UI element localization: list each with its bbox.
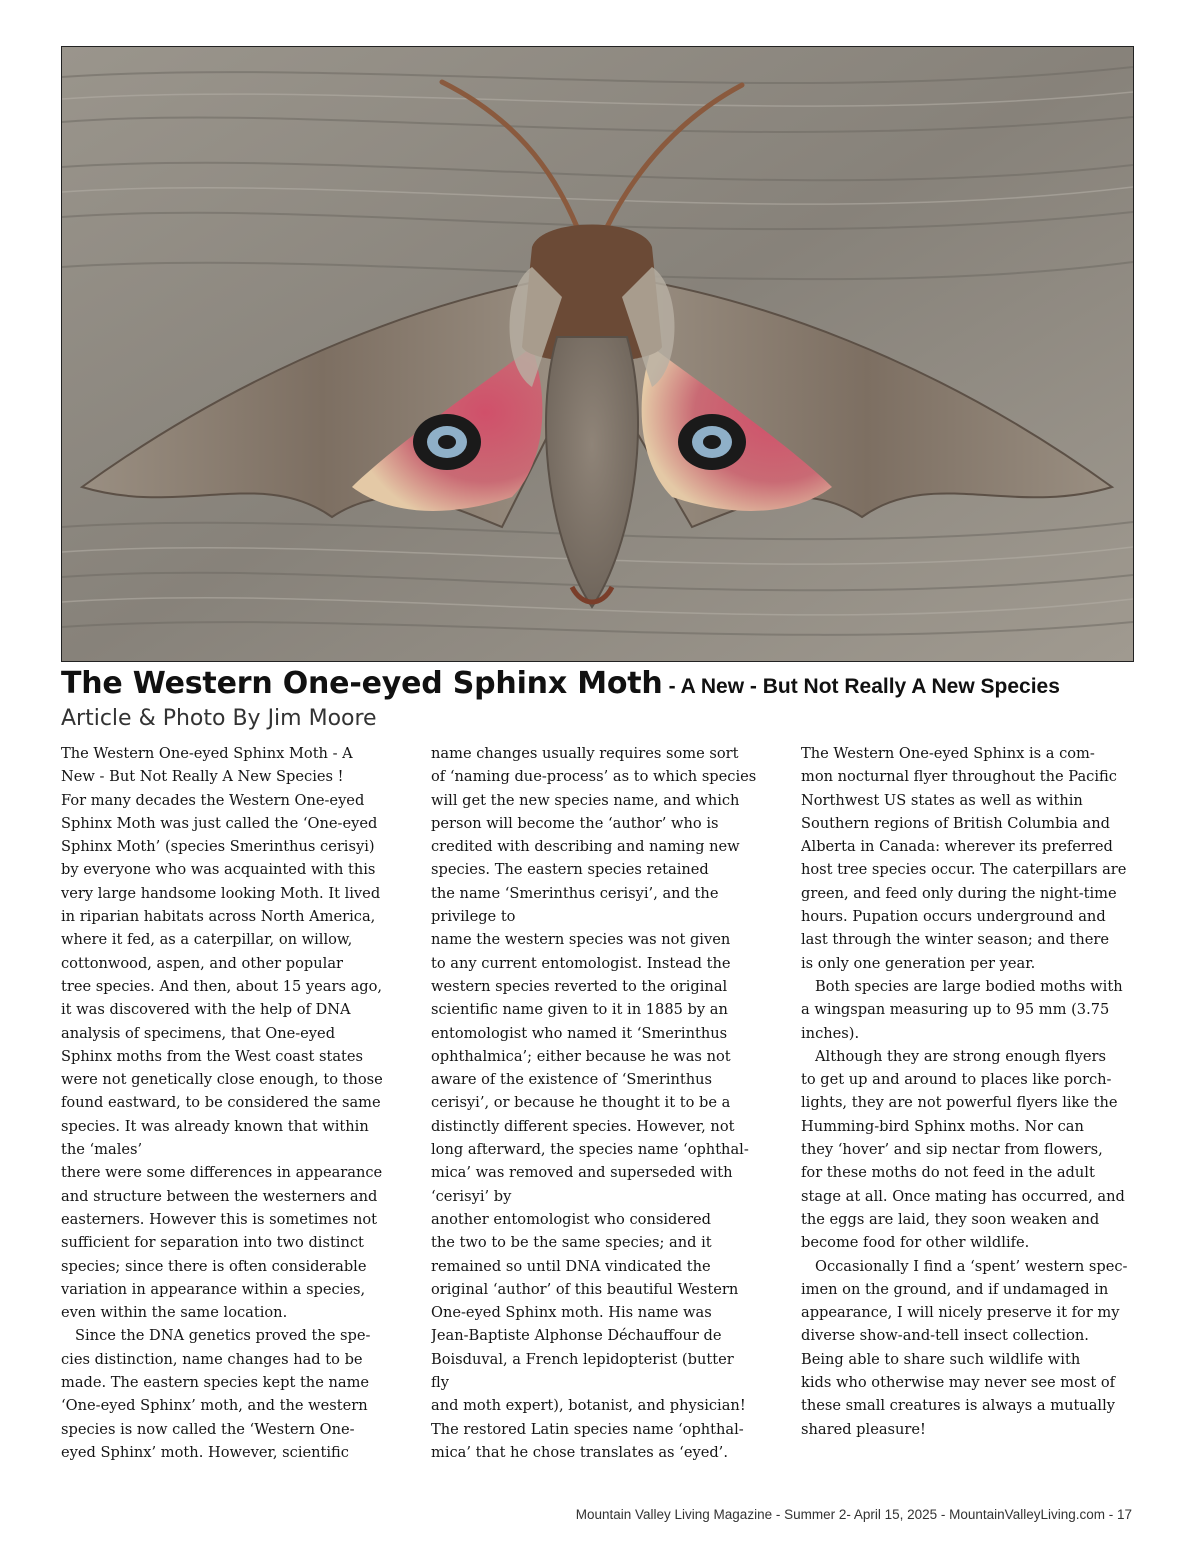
text-column-1 <box>61 742 413 1462</box>
article-subtitle: - A New - But Not Really A New Species <box>668 675 1060 698</box>
text-column-2 <box>431 742 783 1462</box>
paragraph: Although they are strong enough flyers to get up and around to places like porch- lights, they are not powerful flyers like the Humming-bird Sphinx moths. Nor can they ‘hover’ and sip nectar from flowers, for these moths do not feed in the adult stage at all. Once mating has occurred, and the eggs are laid, they soon weaken and become food for other wildlife. <box>801 1047 1125 1252</box>
paragraph: name changes usually requires some sort of ‘naming due-process’ as to which species will get the new species name, and which person will become the ‘author’ who is credited with describing and naming new species. The eastern species retained the name ‘Smerinthus cerisyi’, and the privilege to name the western species was not given to any current entomologist. Instead the western species reverted to the original scientific name given to it in 1885 by an entomologist who named it ‘Smerinthus ophthalmica’; either because he was not aware of the existence of ‘Smerinthus cerisyi’, or because he thought it to be a distinctly different species. However, not long afterward, the species name ‘ophthal- mica’ was removed and superseded with ‘cerisyi’ by another entomologist who considered the two to be the same species; and it remained so until DNA vindicated the original ‘author’ of this beautiful Western One-eyed Sphinx moth. His name was Jean-Baptiste Alphonse Déchauffour de Boisduval, a French lepidopterist (butter fly and moth expert), botanist, and physician! The restored Latin species name ‘ophthal- mica’ that he chose translates as ‘eyed’. <box>431 745 757 1461</box>
paragraph: Both species are large bodied moths with a wingspan measuring up to 95 mm (3.75 inches). <box>801 977 1123 1042</box>
paragraph: Since the DNA genetics proved the spe- cies distinction, name changes had to be made. The eastern species kept the name ‘One-eyed Sphinx’ moth, and the western species is now called the ‘Western One- eyed Sphinx’ moth. However, scientific <box>61 1327 371 1461</box>
moth-photo <box>61 46 1134 662</box>
article-title: The Western One-eyed Sphinx Moth <box>61 666 663 701</box>
paragraph: Occasionally I find a ‘spent’ western spec- imen on the ground, and if undamaged in appearance, I will nicely preserve it for my diverse show-and-tell insect collection. Being able to share such wildlife with kids who otherwise may never see most of these small creatures is always a mutually shared pleasure! <box>801 1257 1128 1438</box>
page-footer: Mountain Valley Living Magazine - Summer 2- April 15, 2025 - MountainValleyLiving.com - 17 <box>575 1507 1132 1522</box>
paragraph: The Western One-eyed Sphinx Moth - A New - But Not Really A New Species ! For many decades the Western One-eyed Sphinx Moth was just called the ‘One-eyed Sphinx Moth’ (species Smerinthus cerisyi) by everyone who was acquainted with this very large handsome looking Moth. It lived in riparian habitats across North America, where it fed, as a caterpillar, on willow, cottonwood, aspen, and other popular tree species. And then, about 15 years ago, it was discovered with the help of DNA analysis of specimens, that One-eyed Sphinx moths from the West coast states were not genetically close enough, to those found eastward, to be considered the same species. It was already known that within the ‘males’ there were some differences in appearance and structure between the westerners and easterners. However this is sometimes not sufficient for separation into two distinct species; since there is often considerable variation in appearance within a species, even within the same location. <box>61 745 383 1322</box>
moth-photo-icon <box>62 47 1133 661</box>
text-column-3 <box>801 742 1153 1462</box>
article-byline: Article & Photo By Jim Moore <box>61 706 377 731</box>
paragraph: The Western One-eyed Sphinx is a com- mon nocturnal flyer throughout the Pacific Northwest US states as well as within Southern regions of British Columbia and Alberta in Canada: wherever its preferred host tree species occur. The caterpillars are green, and feed only during the night-time hours. Pupation occurs underground and last through the winter season; and there is only one generation per year. <box>801 745 1127 972</box>
article-title-line <box>61 666 1141 706</box>
